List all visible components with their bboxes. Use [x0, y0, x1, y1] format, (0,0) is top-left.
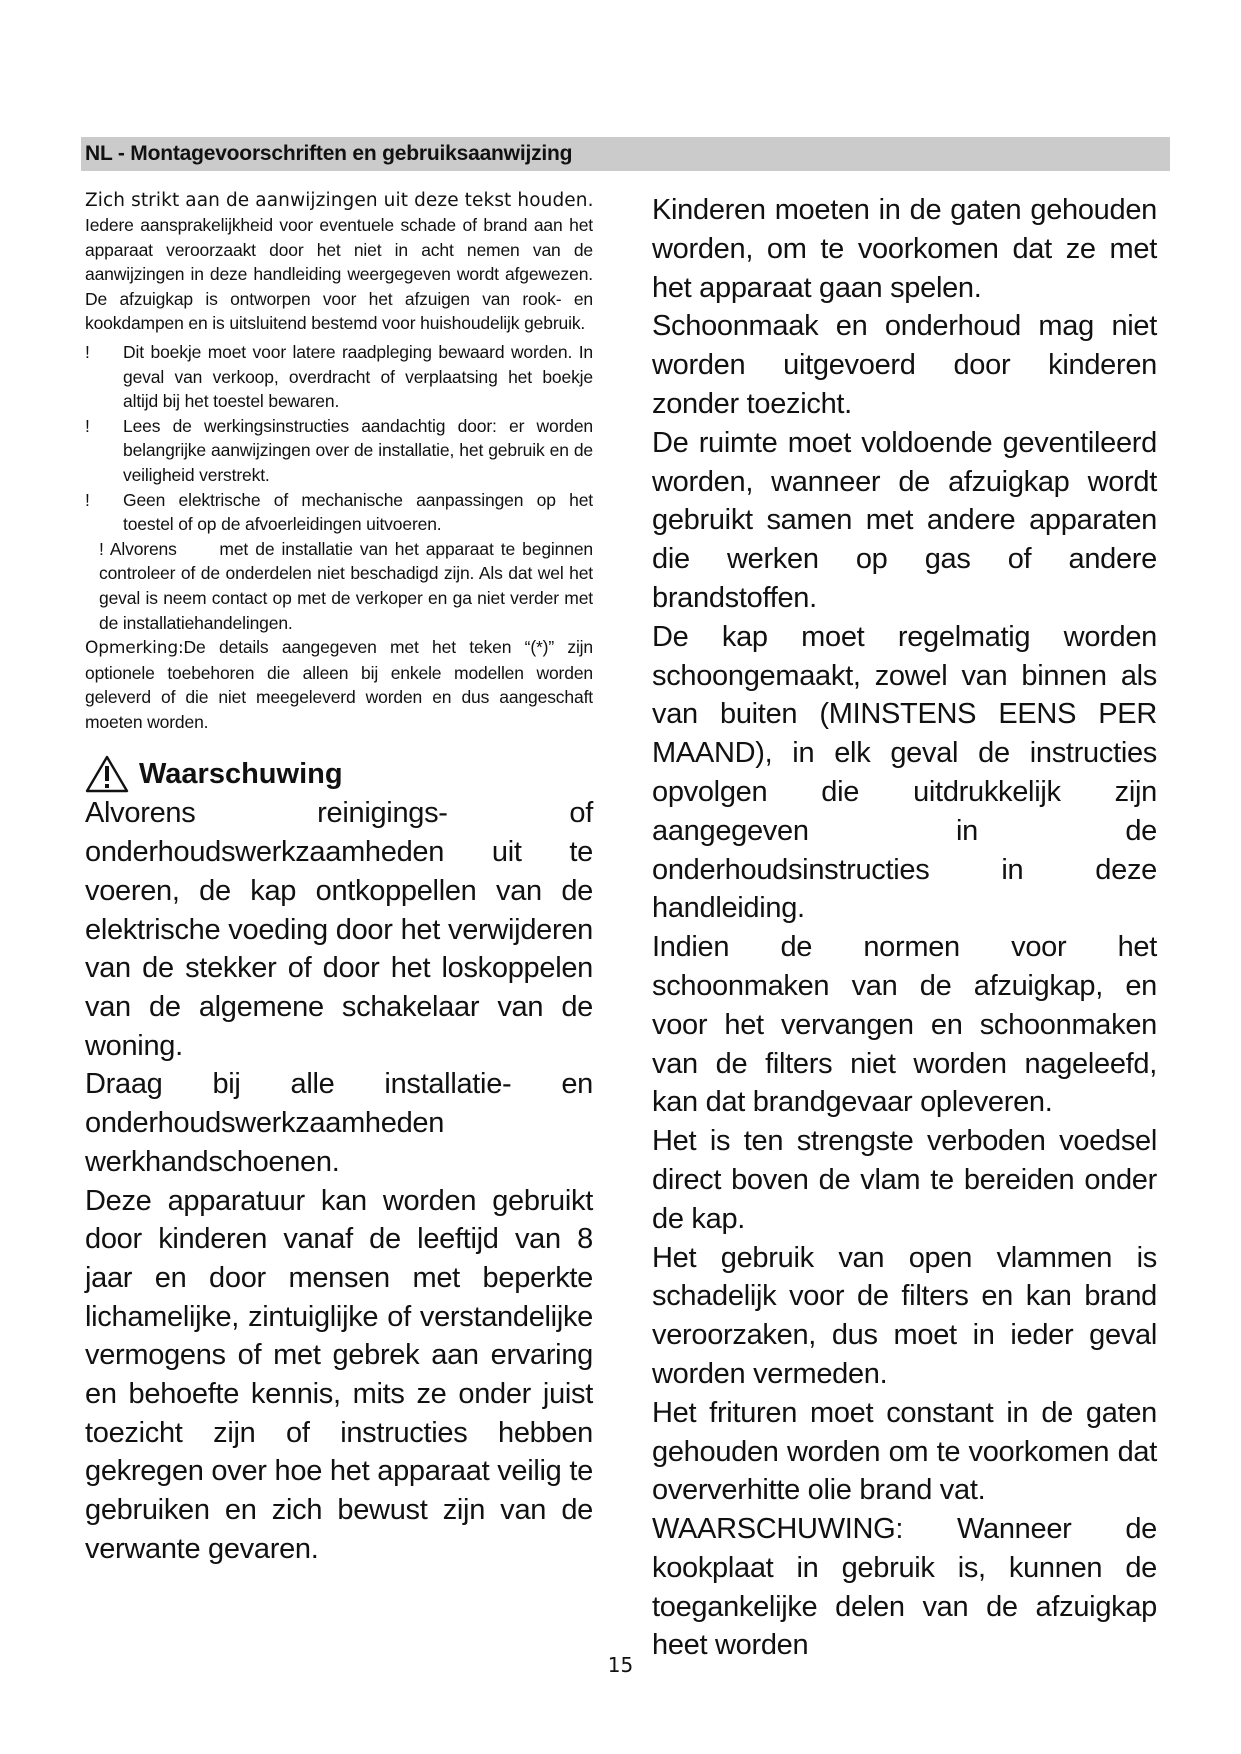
section-header: NL - Montagevoorschriften en gebruiksaanwijzing: [81, 137, 1170, 171]
bullet-lead-word: ! Alvorens: [99, 538, 177, 559]
bullet-mark: [85, 537, 99, 635]
bullet-item: [85, 340, 593, 414]
right-paragraph: WAARSCHUWING: Wanneer de kookplaat in gebruik is, kunnen de toegankelijke delen van de afzuigkap heet worden: [652, 1513, 1157, 1662]
page-number: 15: [607, 1653, 634, 1677]
bullet-mark: !: [85, 341, 90, 362]
warning-paragraph: Deze apparatuur kan worden gebruikt door kinderen vanaf de leeftijd van 8 jaar en door mensen met beperkte lichamelijke, zintuiglijke of verstandelijke vermogens of met gebrek aan ervaring en behoefte kennis, mits ze onder juist toezicht zijn of instructies hebben gekregen over hoe het apparaat veilig te gebruiken en zich bewust zijn van de verwante gevaren.: [85, 1184, 593, 1565]
right-paragraph: De kap moet regelmatig worden schoongemaakt, zowel van binnen als van buiten (MINSTENS EENS PER MAAND), in elk geval de instructies opvolgen die uitdrukkelijk zijn aangegeven in de onderhoudsinstructies in deze handleiding.: [652, 620, 1157, 925]
right-column: [652, 191, 1157, 1665]
right-paragraph: Indien de normen voor het schoonmaken van de afzuigkap, en voor het vervangen en schoonmaken van de filters niet worden nageleefd, kan dat brandgevaar opleveren.: [652, 931, 1157, 1119]
bullet-item: [85, 488, 593, 537]
bullet-text: Geen elektrische of mechanische aanpassingen op het toestel of op de afvoerleidingen uitvoeren.: [123, 489, 593, 535]
right-paragraph: Kinderen moeten in de gaten gehouden worden, om te voorkomen dat ze met het apparaat gaan spelen.: [652, 194, 1157, 304]
intro-paragraph-text: Iedere aansprakelijkheid voor eventuele schade of brand aan het apparaat veroorzaakt door het niet in acht nemen van de aanwijzingen in deze handleiding weergegeven wordt afgewezen. De afzuigkap is ontworpen voor het afzuigen van rook- en kookdampen en is uitsluitend bestemd voor huishoudelijk gebruik.: [85, 215, 593, 334]
bullet-mark: !: [85, 415, 90, 436]
bullet-lead-text: met de installatie van het apparaat te beginnen controleer of de onderdelen niet beschadigd zijn. Als dat wel het geval is neem contact op met de verkoper en ga niet verder met de installatiehandelingen.: [99, 538, 593, 633]
warning-triangle-icon: [85, 755, 129, 793]
warning-body: [85, 794, 593, 1568]
bullet-item: [85, 414, 593, 488]
bullet-item: [85, 537, 593, 635]
warning-title-text: Waarschuwing: [139, 758, 343, 791]
right-paragraph: Schoonmaak en onderhoud mag niet worden uitgevoerd door kinderen zonder toezicht.: [652, 310, 1157, 420]
bullet-text: [99, 537, 593, 635]
left-column: [85, 188, 593, 1569]
remark: [85, 635, 593, 734]
right-paragraph: Het frituren moet constant in de gaten gehouden worden om te voorkomen dat oververhitte olie brand vat.: [652, 1396, 1157, 1507]
warning-paragraph: Alvorens reinigings- of onderhoudswerkzaamheden uit te voeren, de kap ontkoppellen van de elektrische voeding door het verwijderen van de stekker of door het loskoppelen van de algemene schakelaar van de woning.: [85, 797, 593, 1062]
safety-bullets: [85, 340, 593, 635]
warning-title: [85, 754, 593, 794]
bullet-mark: !: [85, 489, 90, 510]
right-paragraph: Het gebruik van open vlammen is schadelijk voor de filters en kan brand veroorzaken, dus moet in ieder geval worden vermeden.: [652, 1241, 1157, 1390]
intro-paragraph: [85, 213, 593, 336]
right-body: [652, 191, 1157, 1665]
remark-label: Opmerking:: [85, 638, 184, 659]
right-paragraph: De ruimte moet voldoende geventileerd worden, wanneer de afzuigkap wordt gebruikt samen met andere apparaten die werken op gas of andere brandstoffen.: [652, 426, 1157, 614]
remark-text: De details aangegeven met het teken “(*)” zijn optionele toebehoren die alleen bij enkele modellen worden geleverd of die niet meegeleverd worden en dus aangeschaft moeten worden.: [85, 637, 593, 732]
warning-paragraph: Draag bij alle installatie- en onderhoudswerkzaamheden werkhandschoenen.: [85, 1068, 593, 1178]
intro-lead: Zich strikt aan de aanwijzingen uit deze tekst houden.: [85, 190, 594, 211]
intro: [85, 188, 593, 336]
bullet-text: Dit boekje moet voor latere raadpleging bewaard worden. In geval van verkoop, overdracht of verplaatsing het boekje altijd bij het toestel bewaren.: [123, 341, 593, 412]
bullet-text: Lees de werkingsinstructies aandachtig door: er worden belangrijke aanwijzingen over de installatie, het gebruik en de veiligheid verstrekt.: [123, 415, 593, 485]
right-paragraph: Het is ten strengste verboden voedsel direct boven de vlam te bereiden onder de kap.: [652, 1125, 1157, 1235]
